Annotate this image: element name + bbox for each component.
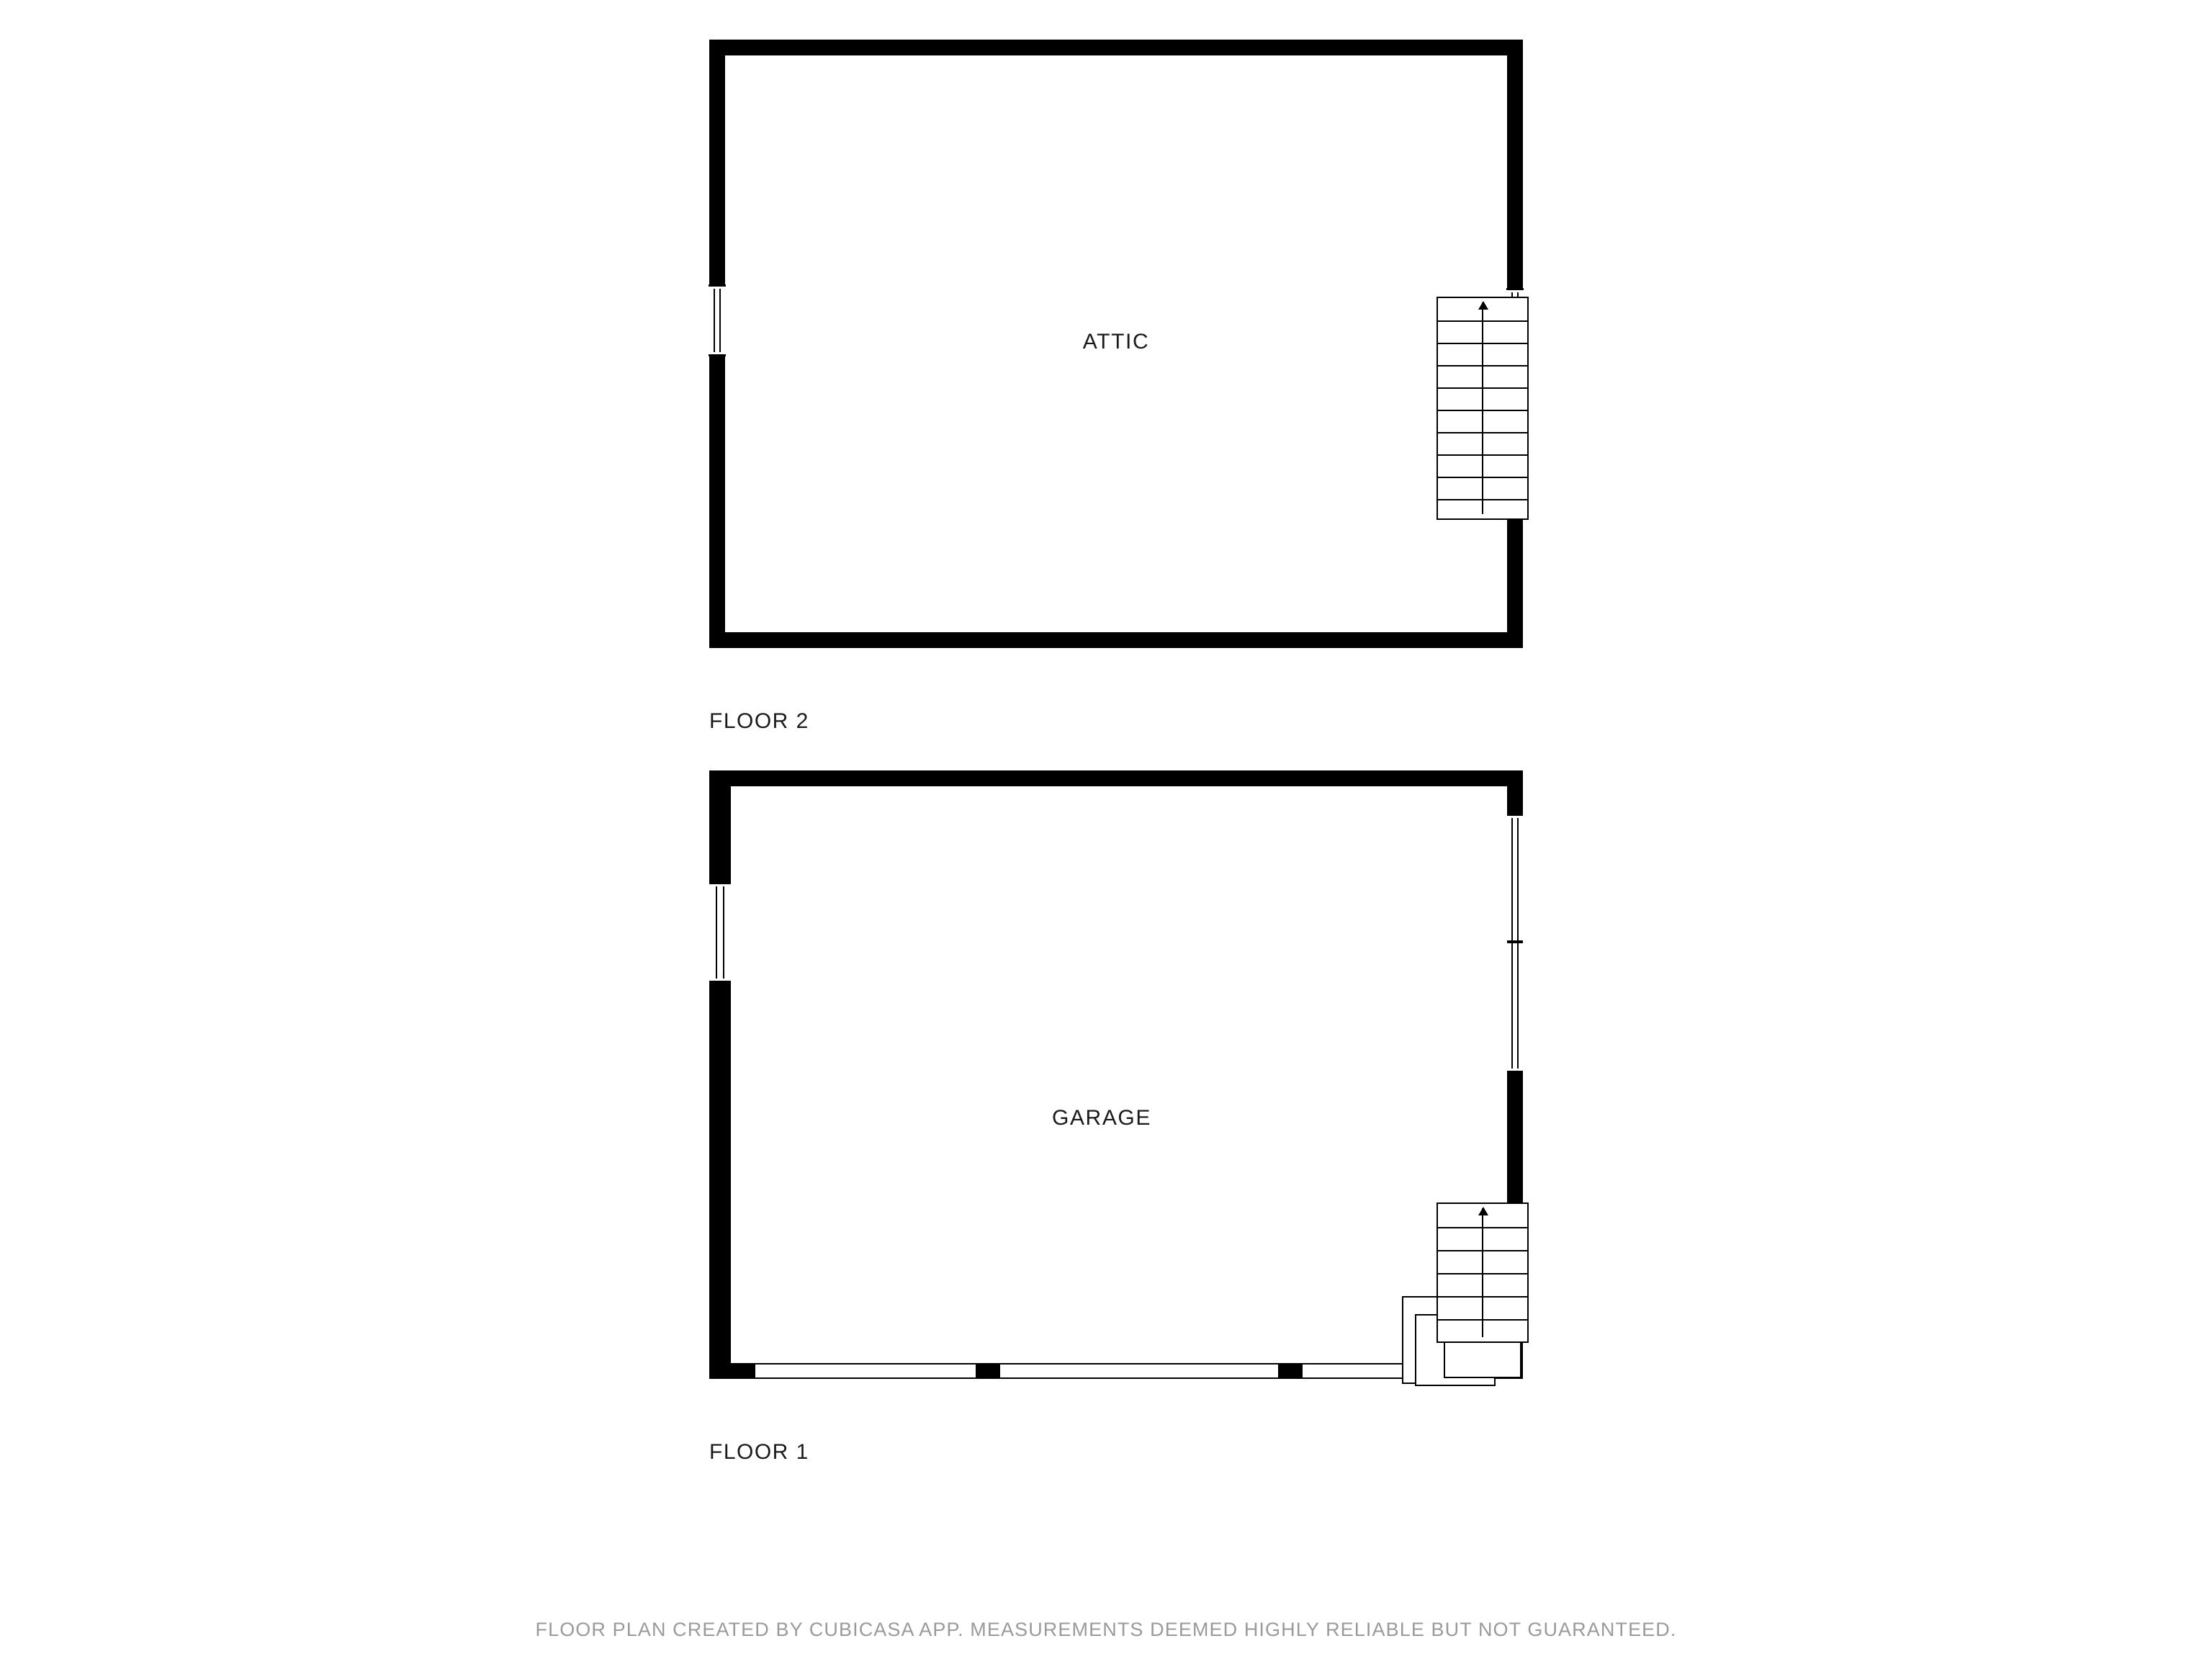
- floor-2-label: FLOOR 2: [709, 709, 809, 733]
- room-label-attic: ATTIC: [1082, 330, 1150, 354]
- disclaimer-text: FLOOR PLAN CREATED BY CUBICASA APP. MEASUREMENTS DEEMED HIGHLY RELIABLE BUT NOT GUARANTEED.: [535, 1619, 1677, 1640]
- floor-1-window-right-mullion: [1507, 940, 1523, 943]
- floor-1-window-right: [1507, 814, 1523, 1073]
- garage-door-opening: [731, 1363, 1507, 1379]
- garage-door-jamb-center-right: [1278, 1363, 1303, 1379]
- floor-1-plan: [709, 770, 1523, 1379]
- floor-2-plan: [709, 40, 1523, 648]
- floor-1-label: FLOOR 1: [709, 1440, 809, 1464]
- stair-up-arrow-icon: [1482, 302, 1483, 514]
- garage-door-jamb-left: [731, 1363, 755, 1379]
- room-label-garage: GARAGE: [1052, 1106, 1151, 1130]
- floor-2-window-left: [709, 284, 726, 356]
- floor-1-staircase: [1437, 1202, 1529, 1343]
- garage-door-jamb-center-left: [976, 1363, 1000, 1379]
- stair-up-arrow-icon: [1482, 1208, 1483, 1337]
- floor-1-window-left: [709, 882, 731, 983]
- floor-1-exterior-walls: [709, 770, 1523, 1379]
- floor-2-staircase: [1437, 297, 1529, 520]
